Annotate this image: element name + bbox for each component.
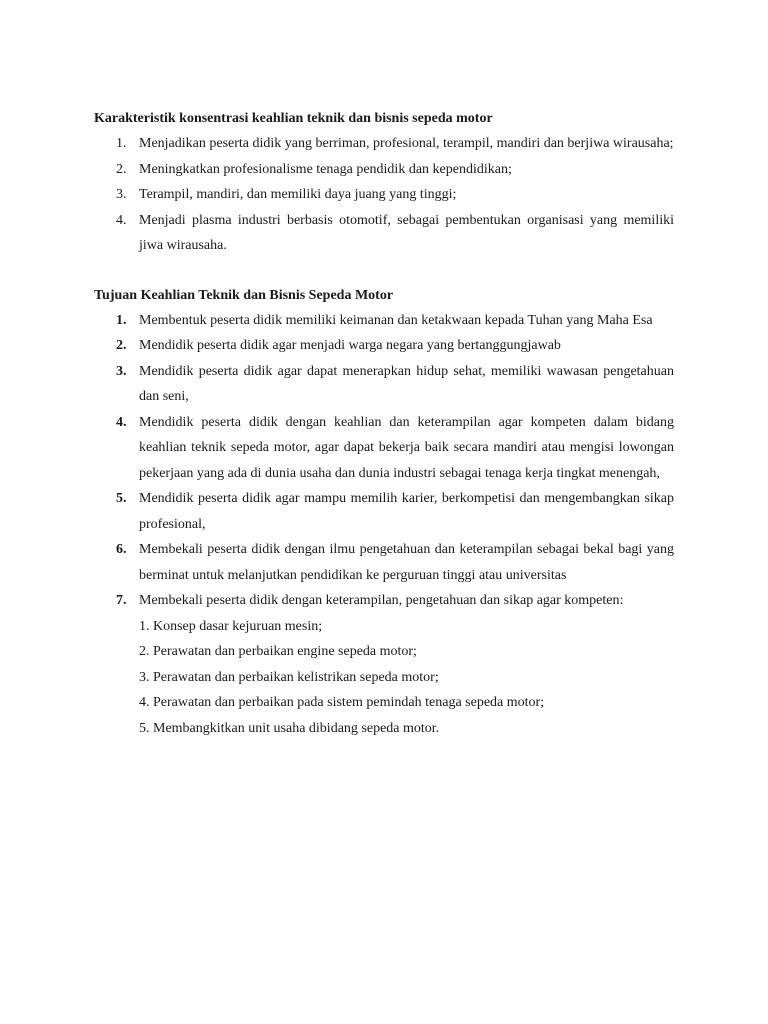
list-item xyxy=(94,308,674,334)
list-number: 2. xyxy=(116,161,127,177)
list-item-text: Membekali peserta didik dengan ilmu pengetahuan dan keterampilan sebagai bekal bagi yang berminat untuk melanjutkan pendidikan ke perguruan tinggi atau universitas xyxy=(139,542,674,583)
karakteristik-list xyxy=(94,131,674,259)
list-item xyxy=(94,131,674,157)
sublist-item: 3. Perawatan dan perbaikan kelistrikan sepeda motor; xyxy=(139,669,439,685)
list-item xyxy=(94,537,674,588)
list-item-text: Meningkatkan profesionalisme tenaga pendidik dan kependidikan; xyxy=(139,161,512,177)
list-item xyxy=(94,486,674,537)
list-number: 2. xyxy=(116,338,127,353)
list-number: 3. xyxy=(116,363,127,379)
section-heading-tujuan: Tujuan Keahlian Teknik dan Bisnis Sepeda Motor xyxy=(94,287,394,303)
list-item xyxy=(94,333,674,359)
list-item xyxy=(94,182,674,208)
kompetensi-sublist xyxy=(139,614,674,742)
list-item-text: Mendidik peserta didik agar dapat menerapkan hidup sehat, memiliki wawasan pengetahuan dan seni, xyxy=(139,363,674,404)
sublist-item: 4. Perawatan dan perbaikan pada sistem pemindah tenaga sepeda motor; xyxy=(139,695,545,710)
sublist-item: 2. Perawatan dan perbaikan engine sepeda motor; xyxy=(139,644,417,659)
list-item xyxy=(94,157,674,183)
sublist-item: 1. Konsep dasar kejuruan mesin; xyxy=(139,618,323,634)
list-item-text: Menjadikan peserta didik yang berriman, profesional, terampil, mandiri dan berjiwa wirausaha; xyxy=(139,136,674,151)
document-page xyxy=(94,106,674,741)
list-number: 7. xyxy=(116,593,127,608)
tujuan-list xyxy=(94,308,674,742)
list-item-text: Membekali peserta didik dengan keterampilan, pengetahuan dan sikap agar kompeten: xyxy=(139,593,624,608)
list-number: 4. xyxy=(116,414,127,430)
list-item xyxy=(94,359,674,410)
list-item-text: Terampil, mandiri, dan memiliki daya juang yang tinggi; xyxy=(139,187,457,202)
list-number: 4. xyxy=(116,212,127,228)
list-number: 6. xyxy=(116,542,127,557)
section-heading-karakteristik: Karakteristik konsentrasi keahlian teknik dan bisnis sepeda motor xyxy=(94,111,493,126)
list-number: 5. xyxy=(116,491,127,506)
list-item xyxy=(94,208,674,259)
list-item-text: Mendidik peserta didik agar menjadi warga negara yang bertanggungjawab xyxy=(139,338,561,353)
list-number: 1. xyxy=(116,312,127,328)
sublist-item: 5. Membangkitkan unit usaha dibidang sepeda motor. xyxy=(139,720,440,736)
list-item-text: Mendidik peserta didik agar mampu memilih karier, berkompetisi dan mengembangkan sikap profesional, xyxy=(139,491,674,532)
list-item-text: Mendidik peserta didik dengan keahlian dan keterampilan agar kompeten dalam bidang keahlian teknik sepeda motor, agar dapat bekerja baik secara mandiri atau mengisi lowongan pekerjaan yang ada di dunia usaha dan dunia industri sebagai tenaga kerja tingkat menengah, xyxy=(139,414,674,481)
list-number: 1. xyxy=(116,136,127,151)
list-number: 3. xyxy=(116,187,127,202)
list-item xyxy=(94,410,674,487)
list-item-text: Menjadi plasma industri berbasis otomotif, sebagai pembentukan organisasi yang memiliki jiwa wirausaha. xyxy=(139,212,674,253)
list-item xyxy=(94,588,674,741)
list-item-text: Membentuk peserta didik memiliki keimanan dan ketakwaan kepada Tuhan yang Maha Esa xyxy=(139,312,653,328)
